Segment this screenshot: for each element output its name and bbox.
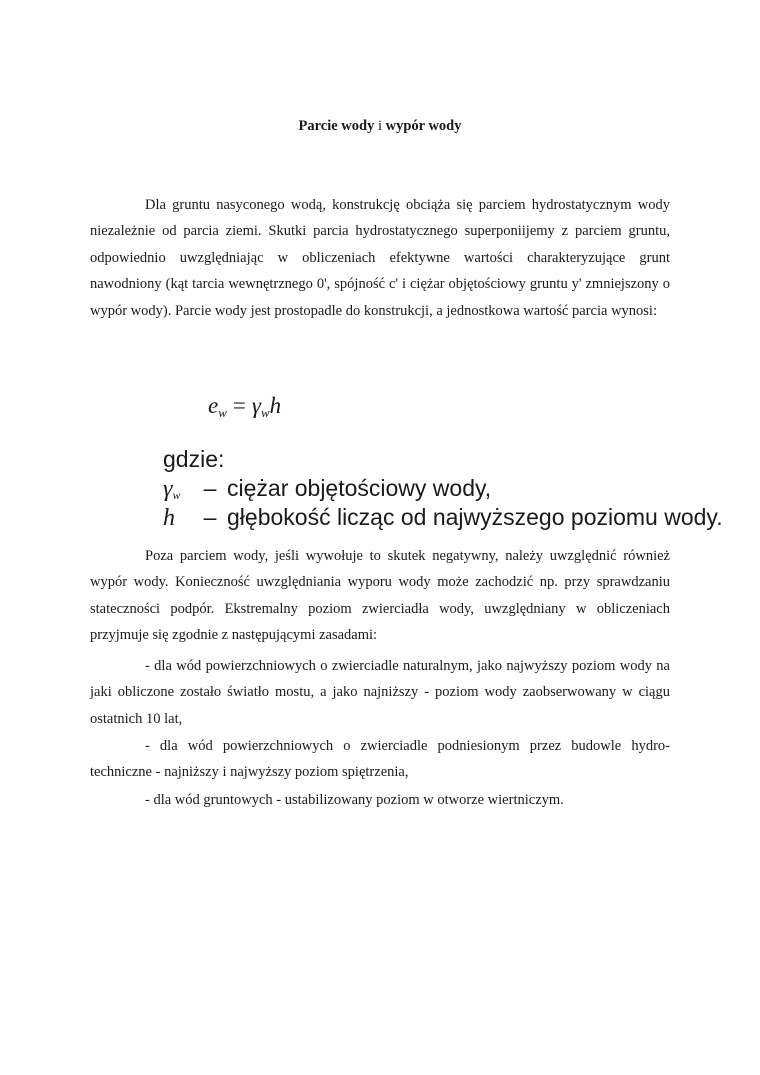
where-text: ciężar objętościowy wody,	[227, 475, 492, 501]
paragraph-intro: Dla gruntu nasyconego wodą, konstrukcję obciąża się parciem hydrostatycznym wody niezależnie od parcia ziemi. Skutki parcia hydrostatycznego superponiijemy z parciem gruntu, odpowiednio uwzględniając w obliczeniach efektywne wartości charakteryzujące grunt nawodniony (kąt tarcia wewnętrznego 0', spójność c' i ciężar objętościowy gruntu y' zmniejszony o wypór wody). Parcie wody jest prostopadle do konstrukcji, a jednostkowa wartość parcia wynosi:	[90, 197, 670, 319]
where-dash: –	[203, 504, 217, 530]
paragraph-buoyancy: Poza parciem wody, jeśli wywołuje to skutek negatywny, należy uwzględnić również wypór wody. Konieczność uwzględniania wyporu wody może zachodzić np. przy sprawdzaniu stateczności podpór. Ekstremalny poziom zwierciadła wody, uwzględniany w obliczeniach przyjmuje się zgodnie z następującymi zasadami:	[90, 548, 670, 644]
where-symbol-char: h	[163, 505, 175, 531]
page-title	[0, 118, 760, 135]
where-symbol	[163, 505, 193, 532]
where-symbol	[163, 476, 193, 503]
list-item: - dla wód powierzchniowych o zwierciadle podniesionym przez budowle hydro-techniczne - najniższy i najwyższy poziom spiętrzenia,	[90, 738, 670, 781]
where-dash: –	[203, 475, 217, 501]
list-item: - dla wód gruntowych - ustabilizowany poziom w otworze wiertniczym.	[145, 792, 564, 808]
where-row-h	[163, 504, 723, 532]
title-part1: Parcie wody	[298, 118, 375, 134]
formula-h: h	[269, 393, 282, 418]
where-label: gdzie:	[163, 446, 225, 472]
title-conjunction: i	[377, 118, 382, 134]
where-symbol-char: γ	[163, 476, 173, 502]
where-row-gamma	[163, 475, 491, 503]
title-part2: wypór wody	[385, 118, 462, 134]
formula-gamma-sub: w	[260, 405, 270, 420]
formula-equals: =	[232, 393, 246, 418]
formula	[208, 393, 281, 421]
formula-gamma: γ	[251, 393, 261, 418]
formula-lhs: e	[208, 393, 219, 418]
formula-lhs-sub: w	[218, 405, 227, 420]
where-symbol-sub: w	[172, 488, 181, 502]
where-text: głębokość licząc od najwyższego poziomu wody.	[227, 504, 723, 530]
list-item: - dla wód powierzchniowych o zwierciadle naturalnym, jako najwyższy poziom wody na jaki obliczone zostało światło mostu, a jako najniższy - poziom wody zaobserwowany w ciągu ostatnich 10 lat,	[90, 658, 670, 727]
